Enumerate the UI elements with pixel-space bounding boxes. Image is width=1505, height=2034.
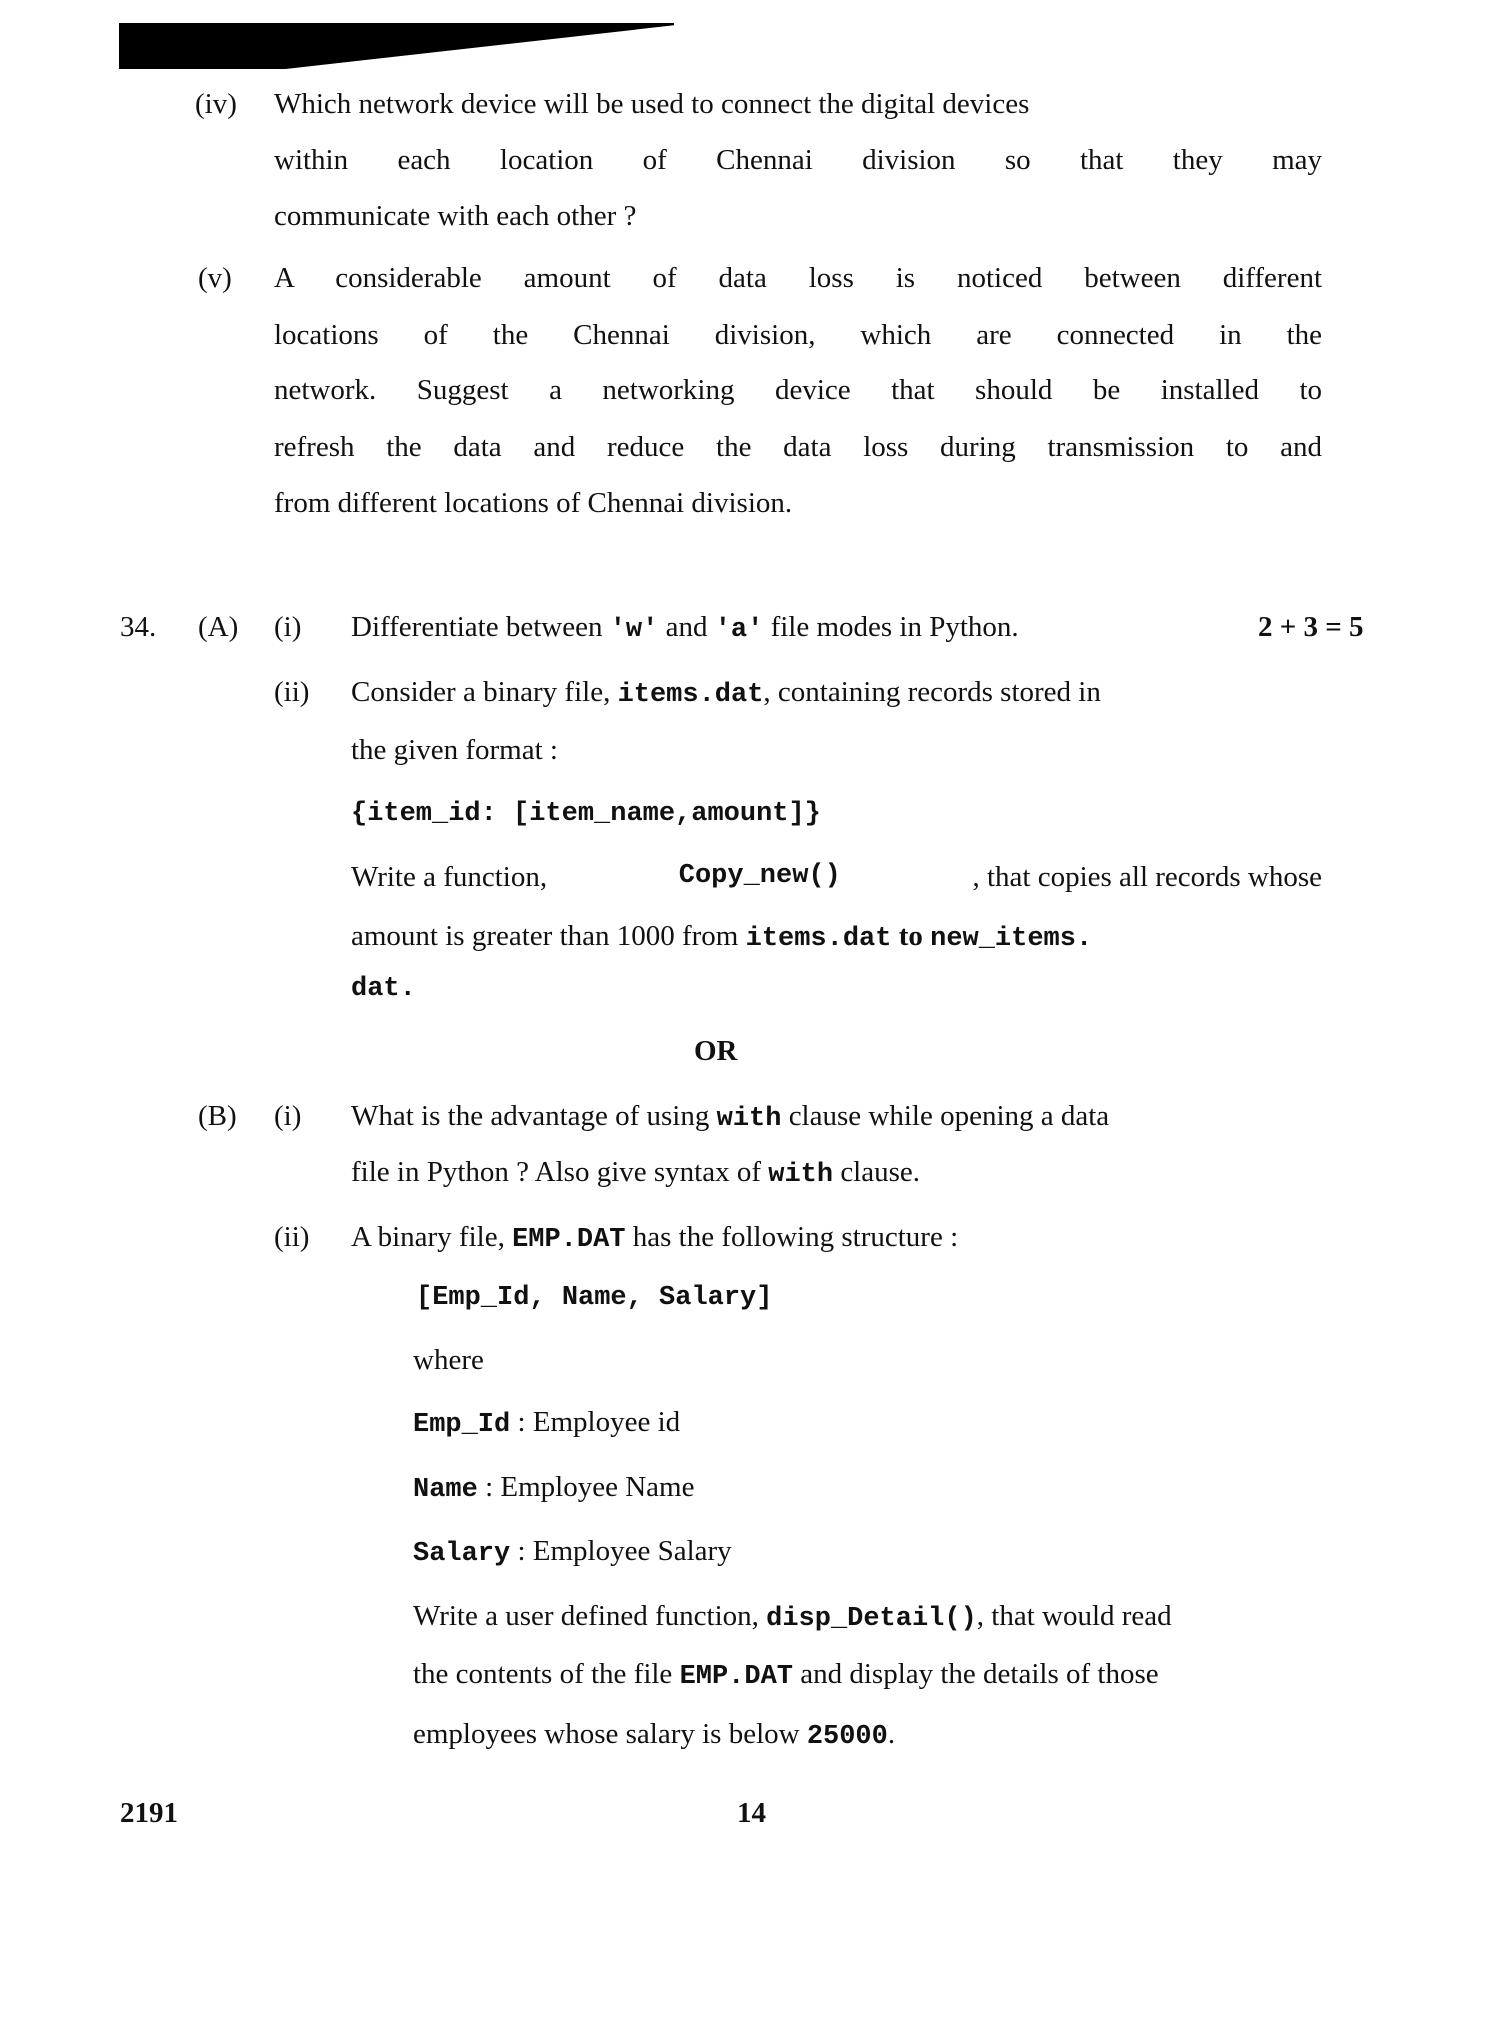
text: , that would read <box>976 1600 1172 1632</box>
text: to <box>891 920 931 952</box>
q34-b-ii-task-1 <box>413 1602 1172 1633</box>
text: the contents of the file <box>413 1658 680 1690</box>
structure-code: [Emp_Id, Name, Salary] <box>416 1283 773 1313</box>
text: A binary file, <box>351 1221 513 1253</box>
text: clause while opening a data <box>781 1100 1110 1132</box>
text: , containing records stored in <box>763 676 1101 708</box>
q33-iv-line-1 <box>274 90 1322 119</box>
code-name: Name <box>413 1475 478 1505</box>
code-emp-id: Emp_Id <box>413 1410 511 1440</box>
text: , that copies all records whose <box>972 861 1322 893</box>
code-new-items: new_items. <box>930 924 1093 954</box>
q34-a-ii-line-1 <box>351 678 1101 709</box>
text: : Employee Salary <box>510 1535 732 1567</box>
code-emp-dat: EMP.DAT <box>679 1662 793 1692</box>
text: file modes in Python. <box>763 611 1019 643</box>
q33-v-line-1: A considerable amount of data loss is noticed between different <box>274 262 1322 294</box>
text: . <box>887 1718 896 1750</box>
q34-b-ii-task-3 <box>413 1720 895 1751</box>
code-disp-detail: disp_Detail() <box>766 1604 977 1634</box>
code-copy-new: Copy_new() <box>678 861 841 891</box>
text: Differentiate between <box>351 611 610 643</box>
page-number: 14 <box>737 1797 766 1829</box>
text: : Employee Name <box>477 1471 695 1503</box>
text: Write a function, <box>351 861 548 893</box>
sub-label-a-i: (i) <box>274 611 302 643</box>
sub-label-b-i: (i) <box>274 1100 302 1132</box>
item-label-iv: (iv) <box>195 88 237 120</box>
text: amount is greater than 1000 from <box>351 920 746 952</box>
marks: 2 + 3 = 5 <box>1258 611 1364 643</box>
part-label-a: (A) <box>198 611 239 643</box>
code-with: with <box>768 1160 834 1190</box>
text: and display the details of those <box>792 1658 1159 1690</box>
q34-a-ii-line-4 <box>351 922 1092 953</box>
part-label-b: (B) <box>198 1100 237 1132</box>
code-dat: dat. <box>351 974 416 1004</box>
code-with: with <box>716 1104 782 1134</box>
or-separator: OR <box>694 1035 738 1067</box>
field-emp-id <box>413 1408 680 1439</box>
q34-a-ii-line-2: the given format : <box>351 734 558 766</box>
question-number: 34. <box>120 611 157 643</box>
format-code: {item_id: [item_name,amount]} <box>351 799 821 829</box>
text: What is the advantage of using <box>351 1100 717 1132</box>
text: clause. <box>833 1156 921 1188</box>
q33-iv-line-2: within each location of Chennai division so that they may <box>274 144 1322 176</box>
code-items-dat: items.dat <box>745 924 892 954</box>
q33-iv-line-3: communicate with each other ? <box>274 200 637 232</box>
code-w: 'w' <box>609 615 659 645</box>
q33-v-line-4: refresh the data and reduce the data loss during transmission to and <box>274 431 1322 463</box>
text: Which network device will be used to connect the digital devices <box>274 88 1030 120</box>
q34-b-ii-line-1 <box>351 1223 958 1254</box>
sub-label-b-ii: (ii) <box>274 1221 310 1253</box>
text: and <box>658 611 715 643</box>
q33-v-line-5: from different locations of Chennai division. <box>274 487 793 519</box>
code-salary: Salary <box>413 1539 511 1569</box>
code-a: 'a' <box>714 615 764 645</box>
text: employees whose salary is below <box>413 1718 807 1750</box>
field-salary <box>413 1537 732 1568</box>
q34-b-ii-task-2 <box>413 1660 1159 1691</box>
where-label: where <box>413 1344 484 1376</box>
code-items-dat: items.dat <box>617 680 764 710</box>
q33-v-line-2: locations of the Chennai division, which are connected in the <box>274 319 1322 351</box>
item-label-v: (v) <box>198 262 232 294</box>
sub-label-a-ii: (ii) <box>274 676 310 708</box>
code-25000: 25000 <box>806 1722 888 1752</box>
q34-b-i-line-1 <box>351 1102 1109 1133</box>
text: Write a user defined function, <box>413 1600 767 1632</box>
q34-a-ii-line-3 <box>351 863 1322 892</box>
paper-code: 2191 <box>120 1797 178 1829</box>
text: : Employee id <box>510 1406 681 1438</box>
field-name <box>413 1473 694 1504</box>
text: has the following structure : <box>625 1221 959 1253</box>
q34-b-i-line-2 <box>351 1158 920 1189</box>
q33-v-line-3: network. Suggest a networking device that should be installed to <box>274 374 1322 406</box>
text: file in Python ? Also give syntax of <box>351 1156 769 1188</box>
code-emp-dat: EMP.DAT <box>512 1225 626 1255</box>
header-black-bar <box>119 23 674 69</box>
q34-a-i-text <box>351 613 1019 644</box>
text: Consider a binary file, <box>351 676 618 708</box>
